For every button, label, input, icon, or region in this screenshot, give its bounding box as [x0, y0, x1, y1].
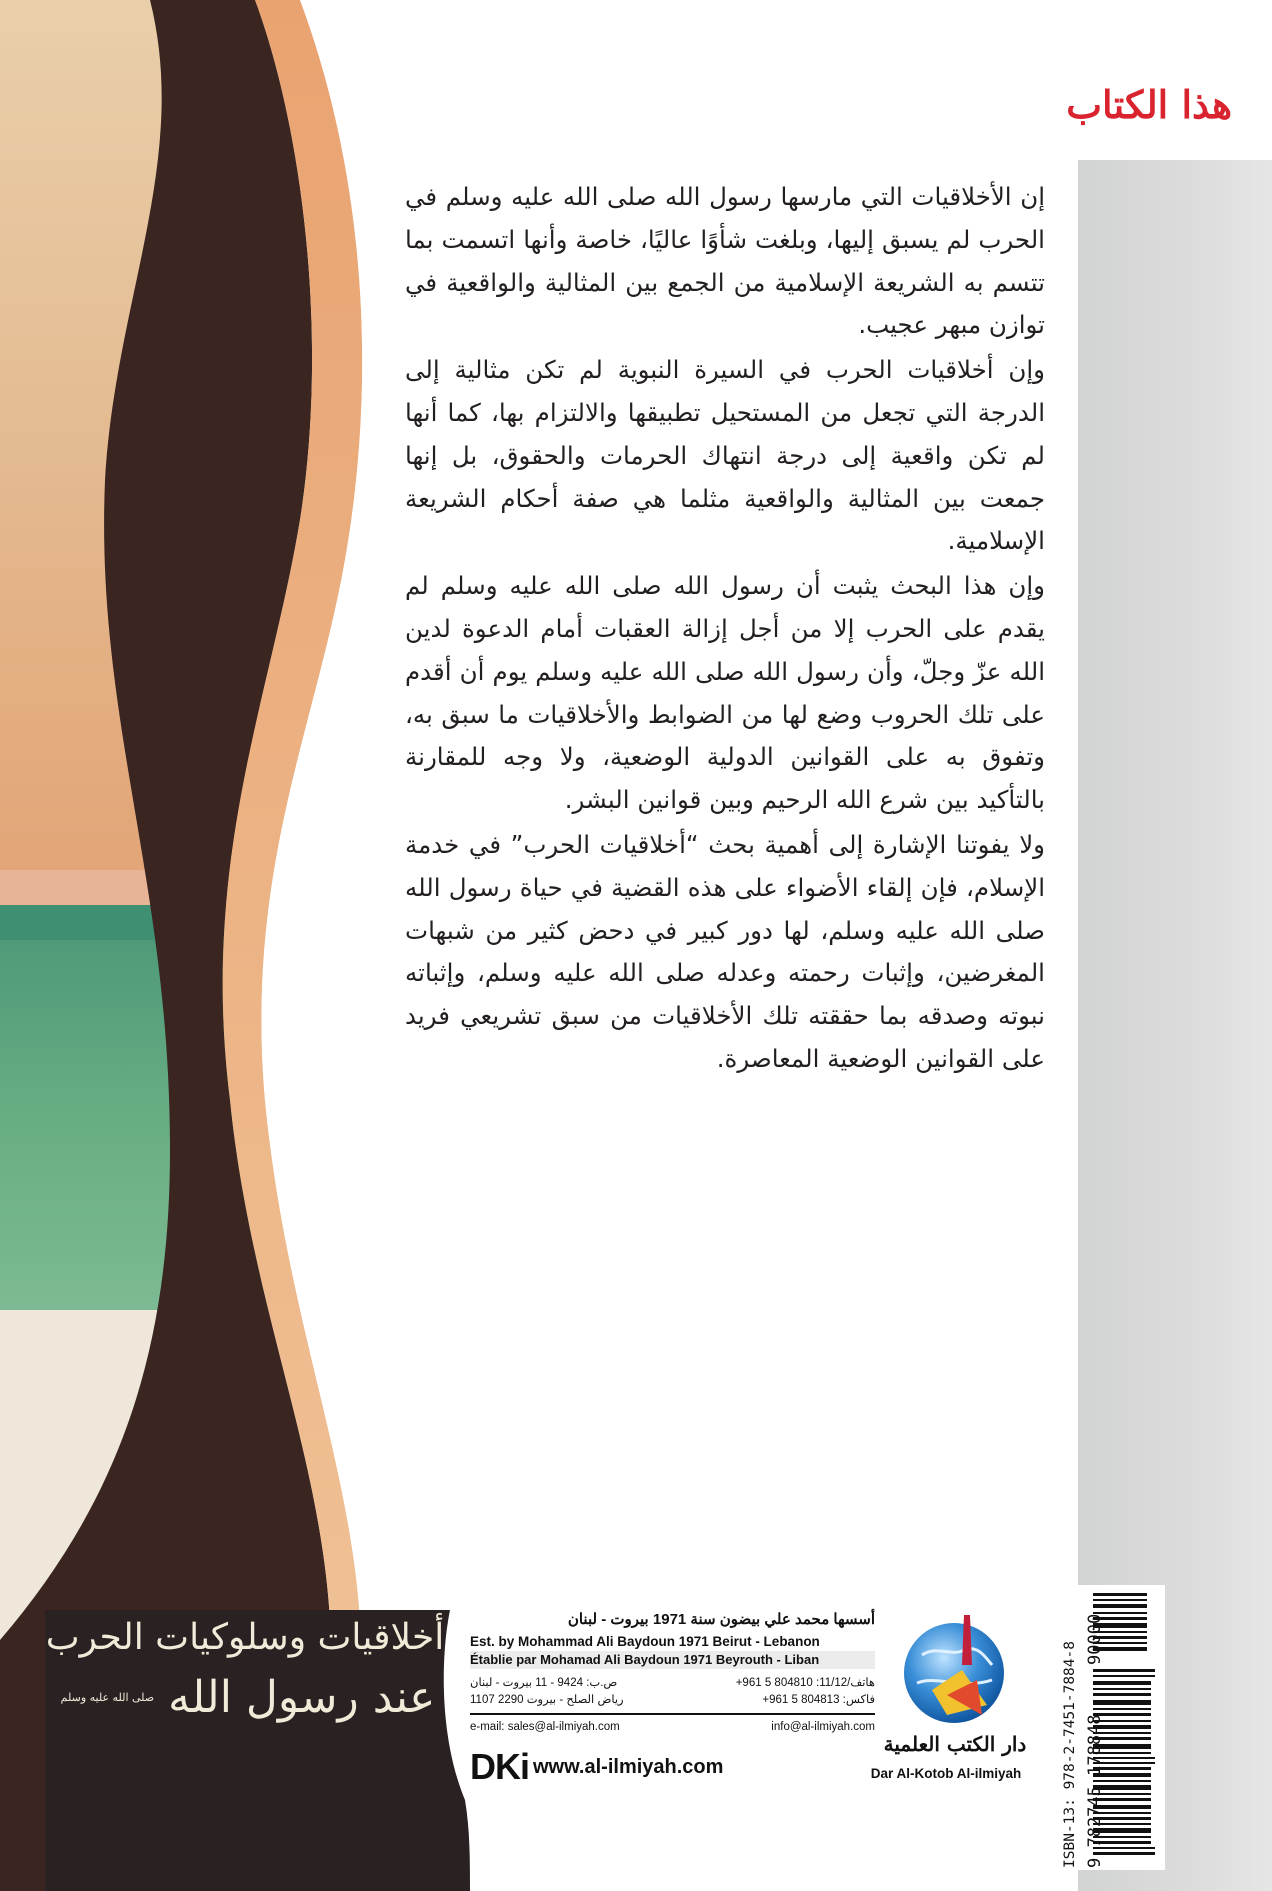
- section-heading: هذا الكتاب: [1066, 82, 1232, 127]
- paragraph-4: ولا يفوتنا الإشارة إلى أهمية بحث “أخلاقيات الحرب” في خدمة الإسلام، فإن إلقاء الأضواء على هذه القضية في حياة رسول الله صلى الله عليه وسلم، لها دور كبير في دحض كثير من شبهات المغرضين، وإثبات رحمته وعدله صلى الله عليه وسلم، وإثباته نبوته وصدقه بما حققته تلك الأخلاقيات من سبق تشريعي فريد على القوانين الوضعية المعاصرة.: [405, 829, 1045, 1073]
- publisher-established-fr: Établie par Mohamad Ali Baydoun 1971 Beyrouth - Liban: [470, 1651, 875, 1669]
- publisher-name-ar: دار الكتب العلمية: [883, 1732, 1027, 1756]
- publisher-riad: رياض الصلح - بيروت 2290 1107: [470, 1694, 624, 1706]
- publisher-founded-ar: أسسها محمد علي بيضون سنة 1971 بيروت - لبنان: [567, 1611, 875, 1628]
- dki-logo-text: DKi: [470, 1746, 529, 1787]
- globe-logo-icon: [892, 1595, 1022, 1735]
- isbn-label: ISBN-13: 978-2-7451-7884-8: [1062, 1641, 1078, 1868]
- email-info-link[interactable]: info@al-ilmiyah.com: [771, 1721, 875, 1733]
- publisher-po-box: ص.ب: 9424 - 11 بيروت - لبنان: [470, 1677, 618, 1689]
- website-link[interactable]: www.al-ilmiyah.com: [533, 1755, 724, 1778]
- barcode-digits: 9 782745 178848: [1085, 1714, 1105, 1868]
- publisher-tel: هاتف/11/12: 804810 5 961+: [735, 1677, 875, 1689]
- paragraph-2: وإن أخلاقيات الحرب في السيرة النبوية لم تكن مثالية إلى الدرجة التي تجعل من المستحيل تطبيقها والالتزام بها، كما أنها لم تكن واقعية إلى درجة انتهاك الحرمات والحقوق، بل إنها جمعت بين المثالية والواقعية مثلما هي صفة أحكام الشريعة الإسلامية.: [405, 355, 1045, 556]
- barcode-addon-digits: 90000: [1085, 1613, 1105, 1665]
- title-line-1: أخلاقيات وسلوكيات الحرب: [45, 1617, 445, 1658]
- paragraph-3: وإن هذا البحث يثبت أن رسول الله صلى الله عليه وسلم لم يقدم على الحرب إلا من أجل إزالة العقبات أمام الدعوة لدين الله عزّ وجلّ، وأن رسول الله صلى الله عليه وسلم يوم أن أقدم على تلك الحروب وضع لها من الضوابط والأخلاقيات ما سبق به، وتفوق به على القوانين الدولية الوضعية، ولا وجه للمقارنة بالتأكيد بين شرع الله الرحيم وبين قوانين البشر.: [405, 571, 1045, 815]
- blurb-text: [405, 176, 1045, 1083]
- paragraph-1: إن الأخلاقيات التي مارسها رسول الله صلى الله عليه وسلم في الحرب لم يسبق إليها، وبلغت شأوًا عاليًا، خاصة وأنها اتسمت بما تتسم به الشريعة الإسلامية من الجمع بين المثالية والواقعية في توازن مبهر عجيب.: [405, 182, 1045, 340]
- title-line-2-text: عند رسول الله: [168, 1672, 436, 1723]
- publisher-info: [470, 1610, 875, 1788]
- publisher-name-en: Dar Al-Kotob Al-ilmiyah: [870, 1766, 1022, 1781]
- publisher-fax: فاكس: 804813 5 961+: [762, 1694, 875, 1706]
- publisher-established-en: Est. by Mohammad Ali Baydoun 1971 Beirut - Lebanon: [470, 1634, 820, 1649]
- book-title: [45, 1610, 445, 1730]
- email-sales-link[interactable]: e-mail: sales@al-ilmiyah.com: [470, 1721, 620, 1733]
- divider: [470, 1713, 875, 1715]
- title-line-2: [45, 1666, 445, 1730]
- honorific: صلى الله عليه وسلم: [60, 1691, 155, 1704]
